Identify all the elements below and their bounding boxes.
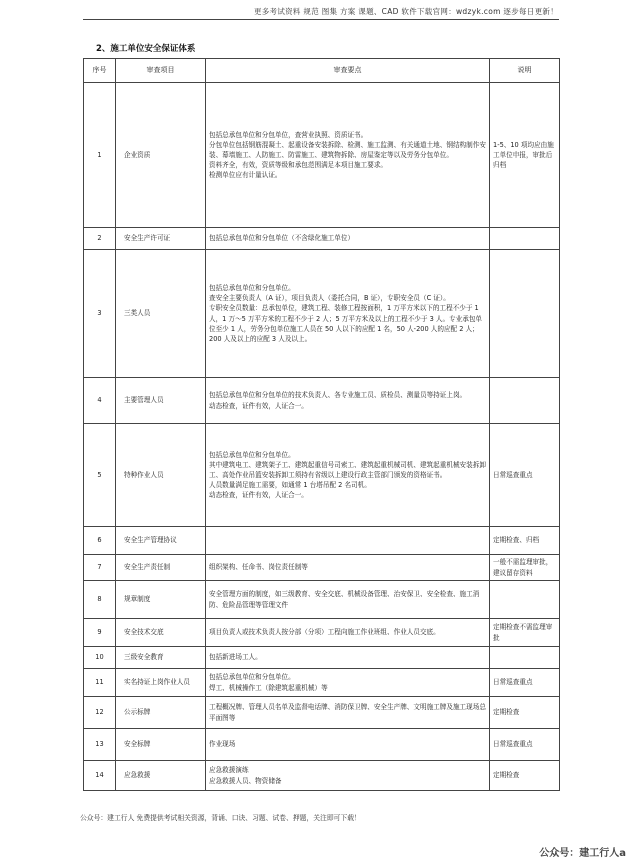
row-note: 日常巡查重点 [490,729,560,761]
row-item: 三类人员 [116,250,206,378]
row-item: 安全生产许可证 [116,228,206,250]
table-row [84,697,560,729]
row-note: 日常巡查重点 [490,424,560,527]
row-no: 13 [84,729,116,761]
row-item: 企业资质 [116,83,206,228]
row-no: 7 [84,555,116,581]
table-row [84,83,560,228]
table-row [84,378,560,424]
page-header: 更多考试资料 规范 图集 方案 课题、CAD 软件下载官网：wdzyk.com 逐步每日更新！ [253,7,558,16]
row-note [490,250,560,378]
row-note: 一般不需监理审批，建议留存资料 [490,555,560,581]
row-no: 6 [84,527,116,555]
row-note [490,581,560,619]
table-row [84,761,560,791]
column-header-no: 序号 [84,59,116,83]
row-no: 1 [84,83,116,228]
row-no: 4 [84,378,116,424]
row-point: 应急救援演练 应急救援人员、物资储备 [206,761,490,791]
page-footer: 公众号：建工行人 免费提供考试相关资源，背诵、口诀、习题、试卷、押题，关注即可下载！ [80,814,361,822]
section-title: 2、施工单位安全保证体系 [96,44,196,54]
row-note [490,378,560,424]
row-point: 安全管理方面的制度，如三级教育、安全交底、机械设备管理、治安保卫、安全检查、施工消防、危险品管理等管理文件 [206,581,490,619]
table-row [84,555,560,581]
row-item: 特种作业人员 [116,424,206,527]
table-row [84,228,560,250]
row-no: 14 [84,761,116,791]
row-note: 日常巡查重点 [490,669,560,697]
row-item: 主要管理人员 [116,378,206,424]
column-header-item: 审查项目 [116,59,206,83]
row-no: 3 [84,250,116,378]
row-no: 9 [84,619,116,647]
column-header-note: 说明 [490,59,560,83]
row-item: 安全生产责任制 [116,555,206,581]
row-no: 5 [84,424,116,527]
row-note: 定期检查、归档 [490,527,560,555]
row-note: 定期检查 [490,697,560,729]
wechat-watermark: 公众号：建工行人a [539,848,626,859]
row-point: 项目负责人或技术负责人按分部（分项）工程向施工作业班组、作业人员交底。 [206,619,490,647]
row-no: 10 [84,647,116,669]
table-row [84,619,560,647]
row-point: 作业现场 [206,729,490,761]
row-item: 规章制度 [116,581,206,619]
row-item: 三级安全教育 [116,647,206,669]
row-item: 应急救援 [116,761,206,791]
table-row [84,647,560,669]
row-no: 11 [84,669,116,697]
row-item: 安全标牌 [116,729,206,761]
row-note [490,228,560,250]
row-no: 8 [84,581,116,619]
row-item: 安全技术交底 [116,619,206,647]
row-item: 公示标牌 [116,697,206,729]
row-note [490,647,560,669]
row-note: 1-5、10 项均应由施工单位申报，审批后归档 [490,83,560,228]
row-note: 定期检查不需监理审批 [490,619,560,647]
table-row [84,424,560,527]
row-item: 实名持证上岗作业人员 [116,669,206,697]
row-point: 组织架构、任命书、岗位责任制等 [206,555,490,581]
row-point: 包括总承包单位和分包单位的技术负责人、各专业施工员、质检员、测量员等持证上岗。 动态检查，证件有效，人证合一。 [206,378,490,424]
row-note: 定期检查 [490,761,560,791]
row-point: 包括总承包单位和分包单位。 查安全主要负责人（A 证），项目负责人（委托合同，B 证），专职安全员（C 证）。 专职安全员数量：总承包单位，建筑工程、装修工程按面积，1 万平方米以下的工程不少于 1 人，1 万～5 万平方米的工程不少于 2 人；5 万平方米及以上的工程不少于 3 人。专业承包单位至少 1 人，劳务分包单位施工人员在 50 人以下的应配 1 名，50 人-200 人的应配 2 人；200 人及以上的应配 3 人及以上。 [206,250,490,378]
row-point: 工程概况牌、管理人员名单及监督电话牌、消防保卫牌、安全生产牌、文明施工牌及施工现场总平面图等 [206,697,490,729]
row-no: 2 [84,228,116,250]
table-row [84,250,560,378]
row-point: 包括新进场工人。 [206,647,490,669]
header-divider [83,19,559,20]
row-item: 安全生产管理协议 [116,527,206,555]
row-no: 12 [84,697,116,729]
table-row [84,669,560,697]
table-row [84,581,560,619]
row-point: 包括总承包单位和分包单位。 焊工、机械操作工（除建筑起重机械）等 [206,669,490,697]
row-point [206,527,490,555]
column-header-point: 审查要点 [206,59,490,83]
row-point: 包括总承包单位和分包单位（不含绿化施工单位） [206,228,490,250]
safety-review-table [83,58,560,791]
row-point: 包括总承包单位和分包单位，查营业执照、资质证书。 分包单位包括钢筋混凝土、起重设备安装拆除、检测、施工监测、有关通道土地、钢结构制作安装、幕墙施工、人防施工、防雷施工、建筑物拆除、房屋鉴定等以及劳务分包单位。 资料齐全，有效，资质等级和承包范围满足本项目施工要求。 检测单位应有计量认证。 [206,83,490,228]
row-point: 包括总承包单位和分包单位。 其中建筑电工、建筑架子工、建筑起重信号司索工、建筑起重机械司机、建筑起重机械安装拆卸工、高处作业吊篮安装拆卸工须持有省级以上建设行政主管部门颁发的资格证书。 人员数量满足施工需要，如通常 1 台塔吊配 2 名司机。 动态检查，证件有效，人证合一。 [206,424,490,527]
table-row [84,527,560,555]
table-header-row [84,59,560,83]
table-row [84,729,560,761]
